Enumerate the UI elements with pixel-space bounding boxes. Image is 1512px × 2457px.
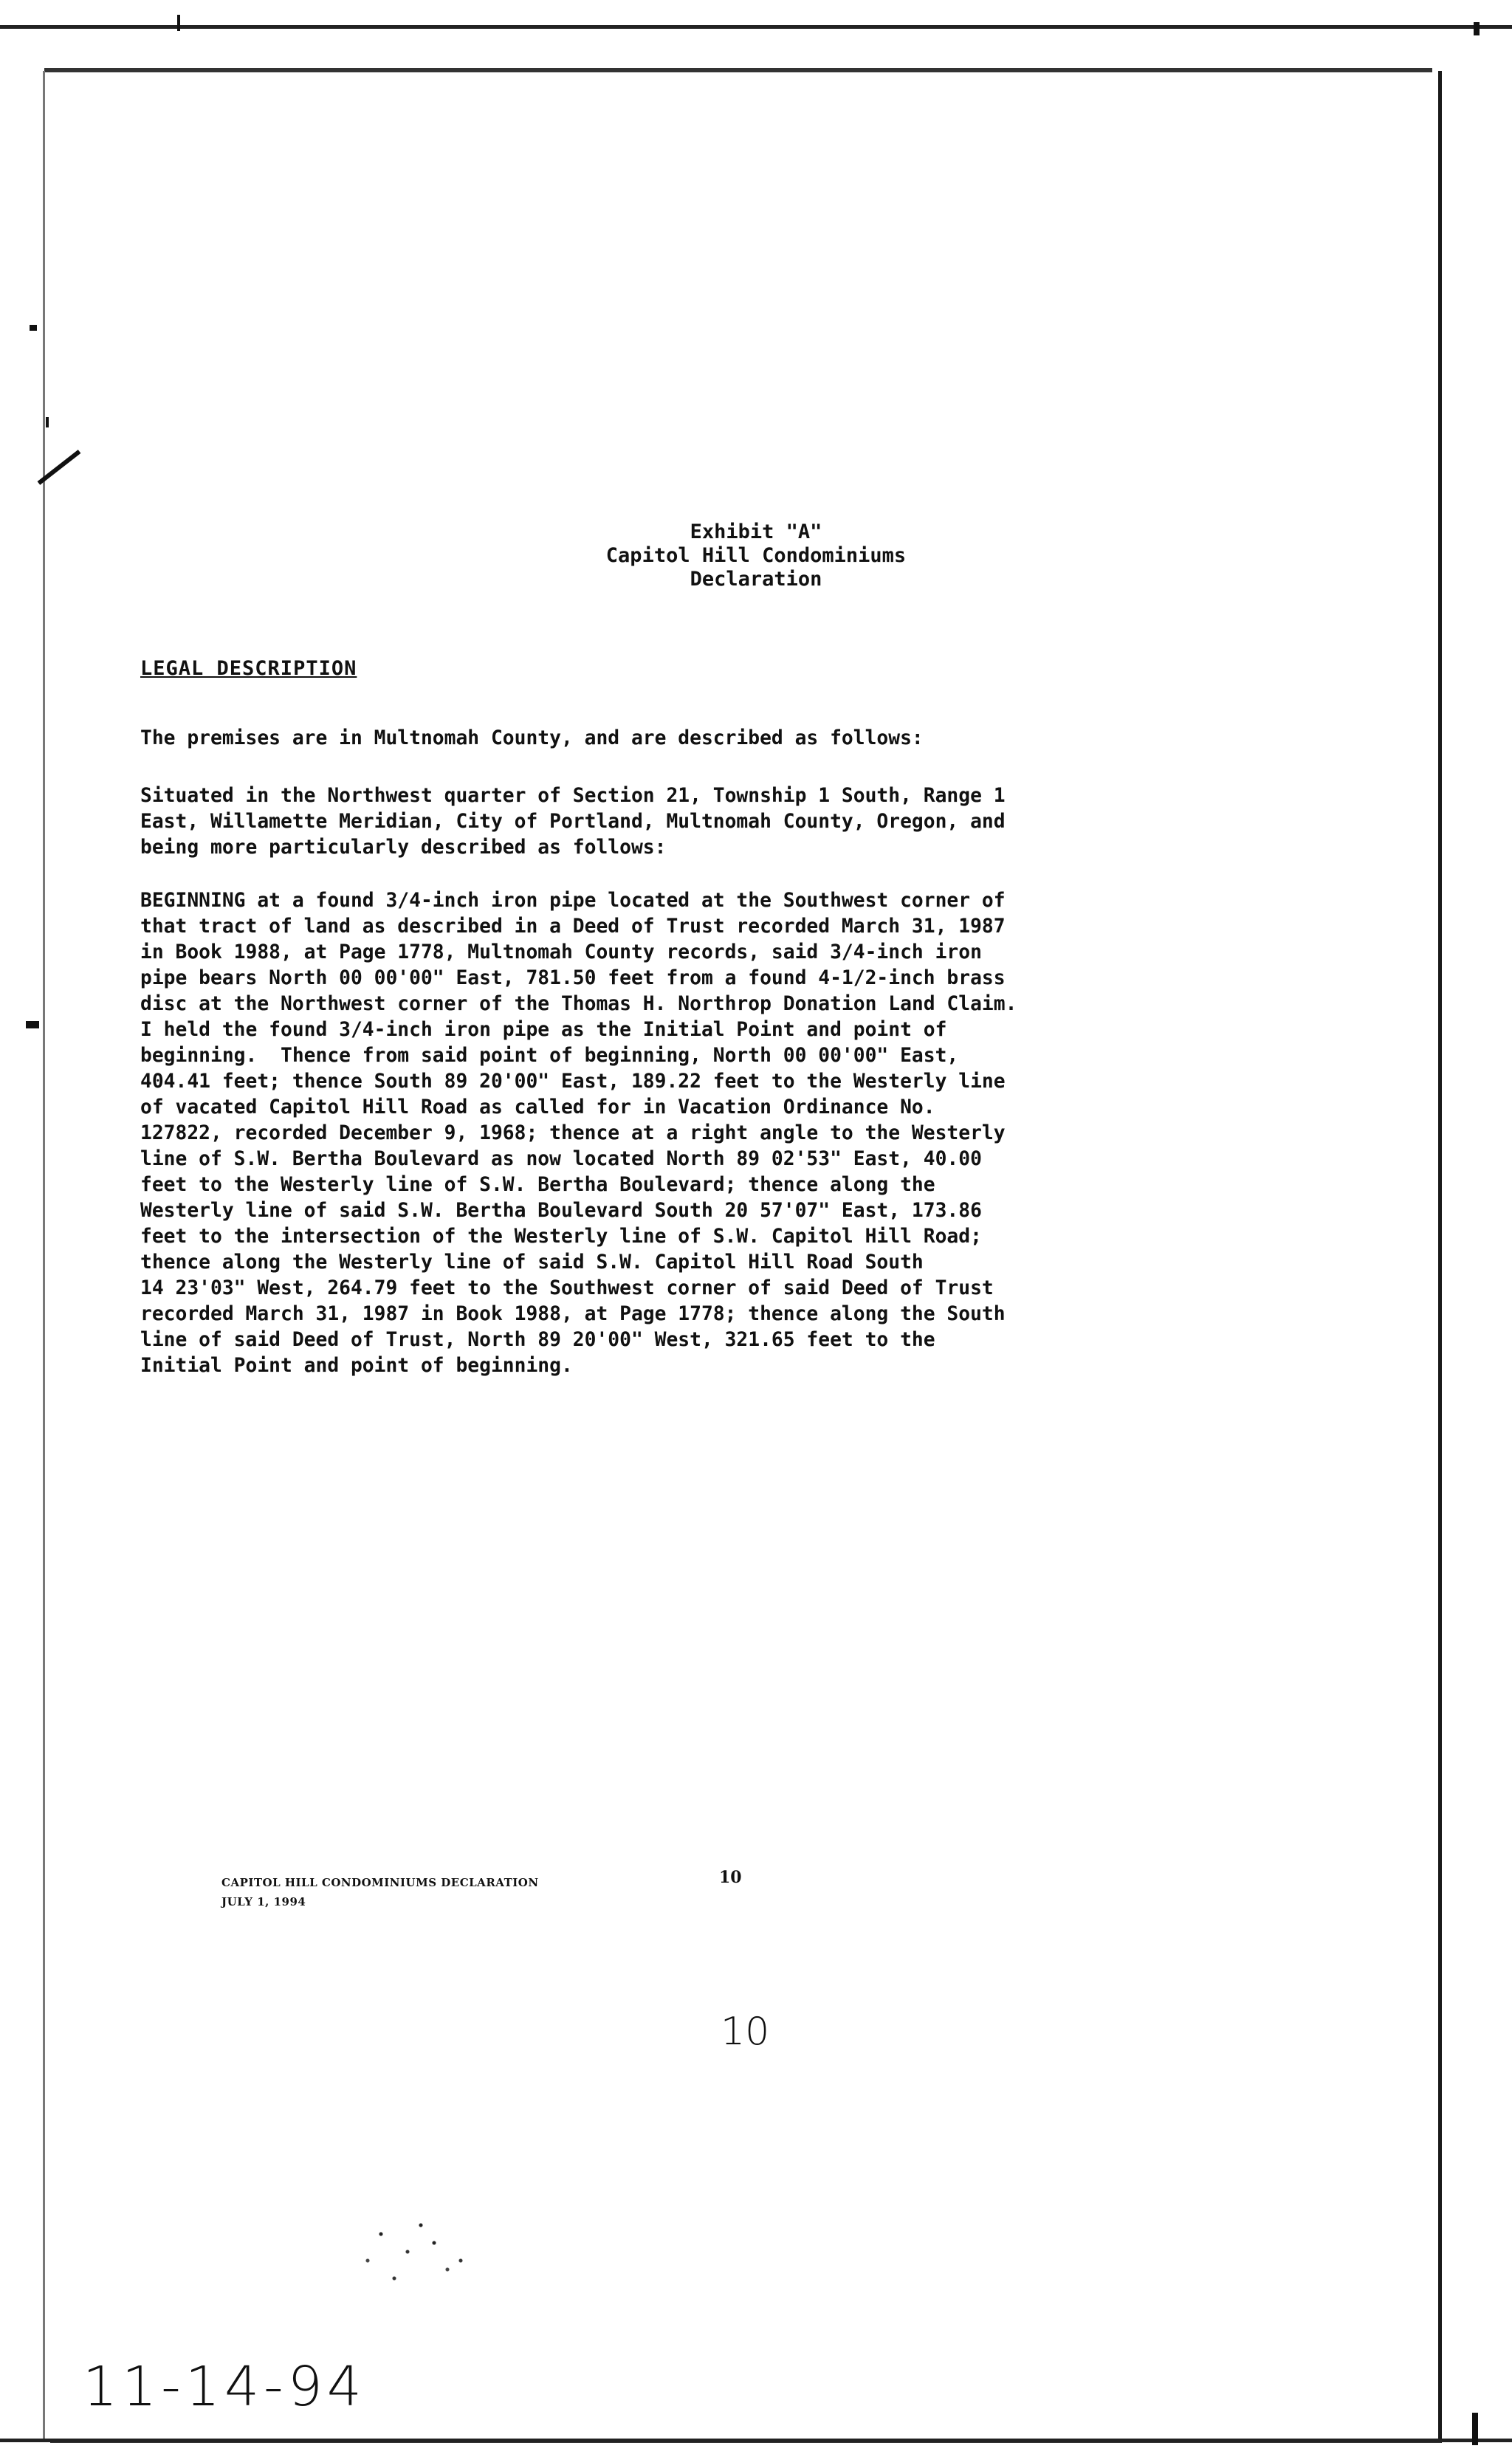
metes-bounds-paragraph: BEGINNING at a found 3/4-inch iron pipe located at the Southwest corner of that tract of land as described in a Deed of Trust recorded March 31, 1987 in Book 1988, at Page 1778, Multnomah County records, said 3/4-inch iron pipe bears North 00 00'00" East, 781.50 feet from a found 4-1/2-inch brass disc at the Northwest corner of the Thomas H. Northrop Donation Land Claim. I held the found 3/4-inch iron pipe as the Initial Point and point of beginning. Thence from said point of beginning, North 00 00'00" East, 404.41 feet; thence South 89 20'00" East, 189.22 feet to the Westerly line of vacated Capitol Hill Road as called for in Vacation Ordinance No. 127822, recorded December 9, 1968; thence at a right angle to the Westerly line of S.W. Bertha Boulevard as now located North 89 02'53" East, 40.00 feet to the Westerly line of S.W. Bertha Boulevard; thence along the Westerly line of said S.W. Bertha Boulevard South 20 57'07" East, 173.86 feet to the intersection of the Westerly line of S.W. Capitol Hill Road; thence along the Westerly line of said S.W. Capitol Hill Road South 14 23'03" West, 264.79 feet to the Southwest corner of said Deed of Trust recorded March 31, 1987 in Book 1988, at Page 1778; thence along the South line of said Deed of Trust, North 89 20'00" West, 321.65 feet to the Initial Point and point of beginning.: [140, 890, 1017, 1377]
scan-mark-left-2: [46, 417, 49, 427]
scan-mark-bottom-right: [1472, 2413, 1478, 2445]
handwritten-date: 11-14-94: [83, 2355, 366, 2419]
document-footer-file: [221, 1873, 539, 1911]
scan-mark-right: [1474, 22, 1480, 35]
footer-file-name: CAPITOL HILL CONDOMINIUMS DECLARATION: [221, 1876, 539, 1889]
intro-paragraph: The premises are in Multnomah County, and are described as follows:: [140, 727, 924, 749]
legal-description-title: LEGAL DESCRIPTION: [140, 657, 357, 680]
scan-mark-left-4: [26, 1021, 39, 1028]
situation-paragraph: Situated in the Northwest quarter of Section 21, Township 1 South, Range 1 East, Willamette Meridian, City of Portland, Multnomah County, Oregon, and being more particularly described as follows:: [140, 785, 1006, 859]
scan-mark-top: [177, 15, 180, 31]
exhibit-title: Exhibit "A": [690, 520, 822, 543]
scan-bottom-rule: [0, 2439, 1512, 2442]
scan-noise-cluster: [354, 2207, 487, 2296]
exhibit-heading: [0, 520, 1512, 591]
footer-file-date: JULY 1, 1994: [221, 1895, 306, 1908]
scan-border-left: [43, 71, 45, 2441]
exhibit-subtitle: Capitol Hill Condominiums: [605, 544, 907, 567]
scan-mark-left-1: [30, 325, 37, 331]
scan-top-rule: [0, 25, 1512, 29]
footer-page-number: 10: [719, 1868, 742, 1887]
exhibit-doc-type: Declaration: [690, 568, 822, 591]
handwritten-page-number: 10: [721, 2010, 770, 2054]
